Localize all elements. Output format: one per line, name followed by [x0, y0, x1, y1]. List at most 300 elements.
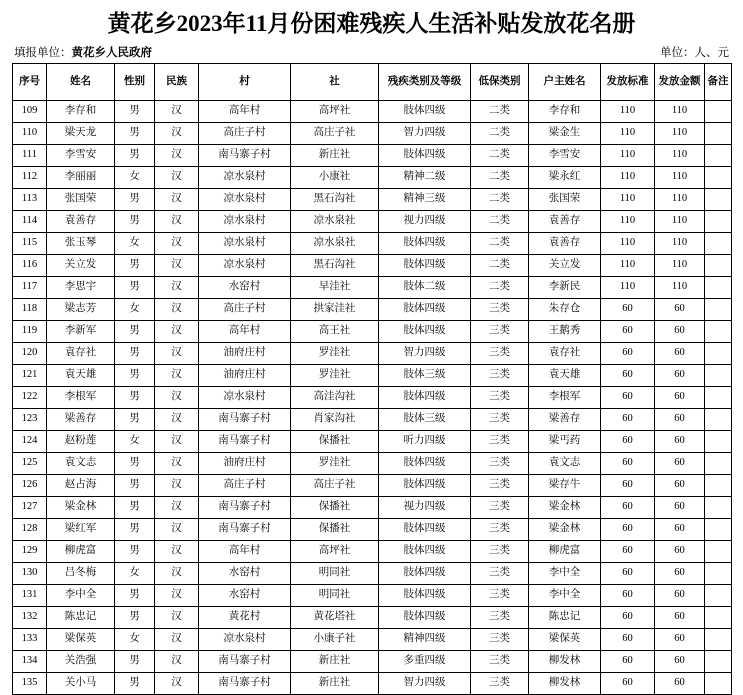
- cell-name: 张国荣: [47, 188, 115, 210]
- cell-disability: 肢体四级: [379, 474, 471, 496]
- cell-seq: 129: [13, 540, 47, 562]
- cell-group: 高庄子社: [291, 474, 379, 496]
- cell-sex: 男: [115, 210, 155, 232]
- cell-village: 南马寨子村: [199, 496, 291, 518]
- cell-lowincome: 二类: [471, 254, 529, 276]
- cell-sex: 男: [115, 452, 155, 474]
- cell-disability: 精神四级: [379, 628, 471, 650]
- cell-name: 李思宇: [47, 276, 115, 298]
- cell-sex: 女: [115, 298, 155, 320]
- cell-name: 梁天龙: [47, 122, 115, 144]
- table-header-row: [13, 63, 732, 100]
- cell-standard: 110: [601, 276, 655, 298]
- cell-standard: 60: [601, 518, 655, 540]
- cell-group: 罗洼社: [291, 342, 379, 364]
- cell-lowincome: 三类: [471, 408, 529, 430]
- cell-name: 袁文志: [47, 452, 115, 474]
- cell-disability: 肢体四级: [379, 606, 471, 628]
- cell-standard: 60: [601, 408, 655, 430]
- cell-seq: 124: [13, 430, 47, 452]
- cell-householder: 李中全: [529, 562, 601, 584]
- cell-name: 袁存社: [47, 342, 115, 364]
- cell-lowincome: 三类: [471, 540, 529, 562]
- cell-name: 梁金林: [47, 496, 115, 518]
- cell-note: [705, 606, 732, 628]
- cell-householder: 李雪安: [529, 144, 601, 166]
- cell-standard: 60: [601, 342, 655, 364]
- reporter-value: 黄花乡人民政府: [71, 46, 152, 59]
- cell-village: 南马寨子村: [199, 672, 291, 694]
- cell-disability: 精神三级: [379, 188, 471, 210]
- cell-group: 新庄社: [291, 672, 379, 694]
- table-row: [13, 672, 732, 694]
- cell-amount: 60: [655, 320, 705, 342]
- cell-sex: 男: [115, 144, 155, 166]
- col-header-amount: 发放金额: [655, 63, 705, 100]
- unit-note: 单位：人、元: [660, 46, 729, 59]
- cell-lowincome: 三类: [471, 364, 529, 386]
- table-row: [13, 562, 732, 584]
- cell-nation: 汉: [155, 628, 199, 650]
- cell-nation: 汉: [155, 386, 199, 408]
- cell-name: 李新军: [47, 320, 115, 342]
- col-header-householder: 户主姓名: [529, 63, 601, 100]
- cell-village: 水窑村: [199, 276, 291, 298]
- cell-group: 明同社: [291, 584, 379, 606]
- cell-note: [705, 650, 732, 672]
- page-title: 黄花乡2023年11月份困难残疾人生活补贴发放花名册: [107, 11, 636, 36]
- table-row: [13, 232, 732, 254]
- cell-disability: 肢体三级: [379, 364, 471, 386]
- cell-lowincome: 二类: [471, 232, 529, 254]
- cell-group: 拱家洼社: [291, 298, 379, 320]
- cell-group: 高坪社: [291, 100, 379, 122]
- cell-group: 罗洼社: [291, 364, 379, 386]
- cell-group: 保播社: [291, 430, 379, 452]
- col-header-sex: 性别: [115, 63, 155, 100]
- table-row: [13, 496, 732, 518]
- cell-nation: 汉: [155, 364, 199, 386]
- cell-village: 南马寨子村: [199, 144, 291, 166]
- cell-disability: 肢体四级: [379, 320, 471, 342]
- cell-group: 凉水泉社: [291, 232, 379, 254]
- cell-disability: 多重四级: [379, 650, 471, 672]
- cell-group: 凉水泉社: [291, 210, 379, 232]
- cell-disability: 肢体三级: [379, 408, 471, 430]
- cell-householder: 李新民: [529, 276, 601, 298]
- cell-nation: 汉: [155, 562, 199, 584]
- cell-amount: 110: [655, 144, 705, 166]
- cell-seq: 122: [13, 386, 47, 408]
- cell-nation: 汉: [155, 672, 199, 694]
- cell-name: 梁志芳: [47, 298, 115, 320]
- col-header-village: 村: [199, 63, 291, 100]
- cell-lowincome: 二类: [471, 100, 529, 122]
- cell-standard: 110: [601, 100, 655, 122]
- cell-disability: 肢体二级: [379, 276, 471, 298]
- cell-lowincome: 三类: [471, 430, 529, 452]
- cell-amount: 60: [655, 408, 705, 430]
- cell-lowincome: 二类: [471, 144, 529, 166]
- table-row: [13, 144, 732, 166]
- table-body: [13, 100, 732, 694]
- col-header-seq: 序号: [13, 63, 47, 100]
- cell-village: 高年村: [199, 320, 291, 342]
- cell-sex: 女: [115, 430, 155, 452]
- cell-disability: 肢体四级: [379, 562, 471, 584]
- cell-nation: 汉: [155, 584, 199, 606]
- cell-householder: 袁天雄: [529, 364, 601, 386]
- cell-amount: 60: [655, 474, 705, 496]
- table-row: [13, 474, 732, 496]
- cell-village: 南马寨子村: [199, 408, 291, 430]
- cell-group: 高洼沟社: [291, 386, 379, 408]
- cell-disability: 听力四级: [379, 430, 471, 452]
- table-row: [13, 210, 732, 232]
- cell-amount: 60: [655, 430, 705, 452]
- cell-village: 油府庄村: [199, 364, 291, 386]
- cell-note: [705, 430, 732, 452]
- cell-group: 黑石沟社: [291, 254, 379, 276]
- cell-nation: 汉: [155, 650, 199, 672]
- cell-lowincome: 三类: [471, 320, 529, 342]
- cell-name: 梁红军: [47, 518, 115, 540]
- cell-name: 袁善存: [47, 210, 115, 232]
- cell-disability: 肢体四级: [379, 232, 471, 254]
- cell-lowincome: 三类: [471, 474, 529, 496]
- cell-group: 小康社: [291, 166, 379, 188]
- col-header-name: 姓名: [47, 63, 115, 100]
- cell-householder: 柳发林: [529, 672, 601, 694]
- table-row: [13, 408, 732, 430]
- cell-seq: 116: [13, 254, 47, 276]
- cell-disability: 视力四级: [379, 496, 471, 518]
- cell-lowincome: 二类: [471, 188, 529, 210]
- cell-name: 关立发: [47, 254, 115, 276]
- cell-village: 水窑村: [199, 562, 291, 584]
- cell-sex: 女: [115, 628, 155, 650]
- cell-group: 早洼社: [291, 276, 379, 298]
- cell-note: [705, 166, 732, 188]
- reporter-unit: [14, 44, 152, 60]
- cell-name: 关小马: [47, 672, 115, 694]
- cell-village: 高庄子村: [199, 122, 291, 144]
- cell-village: 油府庄村: [199, 342, 291, 364]
- cell-householder: 李存和: [529, 100, 601, 122]
- cell-amount: 110: [655, 166, 705, 188]
- cell-seq: 112: [13, 166, 47, 188]
- cell-sex: 男: [115, 496, 155, 518]
- cell-amount: 60: [655, 518, 705, 540]
- cell-seq: 120: [13, 342, 47, 364]
- table-row: [13, 320, 732, 342]
- col-header-group: 社: [291, 63, 379, 100]
- cell-sex: 女: [115, 562, 155, 584]
- cell-householder: 梁丐药: [529, 430, 601, 452]
- cell-nation: 汉: [155, 320, 199, 342]
- cell-sex: 男: [115, 188, 155, 210]
- cell-sex: 男: [115, 606, 155, 628]
- cell-group: 保播社: [291, 496, 379, 518]
- cell-lowincome: 三类: [471, 606, 529, 628]
- cell-nation: 汉: [155, 342, 199, 364]
- cell-name: 柳虎富: [47, 540, 115, 562]
- cell-lowincome: 三类: [471, 628, 529, 650]
- cell-lowincome: 三类: [471, 562, 529, 584]
- roster-table: [12, 63, 732, 695]
- table-row: [13, 188, 732, 210]
- cell-householder: 柳虎富: [529, 540, 601, 562]
- cell-sex: 男: [115, 254, 155, 276]
- cell-amount: 110: [655, 276, 705, 298]
- cell-standard: 110: [601, 254, 655, 276]
- cell-group: 明同社: [291, 562, 379, 584]
- cell-group: 高王社: [291, 320, 379, 342]
- cell-note: [705, 232, 732, 254]
- cell-seq: 126: [13, 474, 47, 496]
- cell-standard: 60: [601, 496, 655, 518]
- cell-name: 李中全: [47, 584, 115, 606]
- cell-sex: 男: [115, 364, 155, 386]
- cell-disability: 肢体四级: [379, 386, 471, 408]
- cell-name: 李丽丽: [47, 166, 115, 188]
- cell-note: [705, 474, 732, 496]
- cell-seq: 110: [13, 122, 47, 144]
- cell-standard: 110: [601, 232, 655, 254]
- cell-standard: 110: [601, 166, 655, 188]
- cell-nation: 汉: [155, 452, 199, 474]
- cell-seq: 135: [13, 672, 47, 694]
- cell-lowincome: 三类: [471, 518, 529, 540]
- cell-seq: 117: [13, 276, 47, 298]
- cell-seq: 115: [13, 232, 47, 254]
- cell-lowincome: 三类: [471, 342, 529, 364]
- cell-seq: 111: [13, 144, 47, 166]
- cell-name: 李雪安: [47, 144, 115, 166]
- cell-village: 南马寨子村: [199, 430, 291, 452]
- cell-nation: 汉: [155, 144, 199, 166]
- cell-amount: 60: [655, 496, 705, 518]
- cell-standard: 60: [601, 320, 655, 342]
- cell-group: 黑石沟社: [291, 188, 379, 210]
- cell-nation: 汉: [155, 188, 199, 210]
- table-row: [13, 254, 732, 276]
- table-row: [13, 122, 732, 144]
- cell-householder: 梁金生: [529, 122, 601, 144]
- cell-name: 关浩强: [47, 650, 115, 672]
- cell-seq: 119: [13, 320, 47, 342]
- cell-seq: 132: [13, 606, 47, 628]
- cell-note: [705, 496, 732, 518]
- cell-amount: 60: [655, 672, 705, 694]
- cell-note: [705, 628, 732, 650]
- cell-lowincome: 三类: [471, 672, 529, 694]
- cell-amount: 60: [655, 562, 705, 584]
- cell-group: 肖家沟社: [291, 408, 379, 430]
- table-row: [13, 276, 732, 298]
- cell-sex: 男: [115, 408, 155, 430]
- cell-group: 小康子社: [291, 628, 379, 650]
- table-row: [13, 606, 732, 628]
- cell-lowincome: 三类: [471, 650, 529, 672]
- cell-group: 新庄社: [291, 650, 379, 672]
- table-row: [13, 452, 732, 474]
- cell-seq: 121: [13, 364, 47, 386]
- cell-nation: 汉: [155, 518, 199, 540]
- cell-group: 高庄子社: [291, 122, 379, 144]
- cell-village: 凉水泉村: [199, 232, 291, 254]
- cell-name: 梁保英: [47, 628, 115, 650]
- cell-note: [705, 298, 732, 320]
- cell-seq: 131: [13, 584, 47, 606]
- cell-disability: 肢体四级: [379, 298, 471, 320]
- cell-village: 凉水泉村: [199, 628, 291, 650]
- cell-village: 南马寨子村: [199, 650, 291, 672]
- cell-householder: 柳发林: [529, 650, 601, 672]
- cell-nation: 汉: [155, 166, 199, 188]
- cell-amount: 60: [655, 650, 705, 672]
- cell-householder: 关立发: [529, 254, 601, 276]
- cell-nation: 汉: [155, 122, 199, 144]
- cell-village: 高庄子村: [199, 298, 291, 320]
- cell-standard: 60: [601, 650, 655, 672]
- cell-sex: 男: [115, 122, 155, 144]
- cell-householder: 王鹅秀: [529, 320, 601, 342]
- cell-nation: 汉: [155, 496, 199, 518]
- cell-village: 凉水泉村: [199, 254, 291, 276]
- cell-name: 赵占海: [47, 474, 115, 496]
- cell-householder: 梁金林: [529, 496, 601, 518]
- cell-note: [705, 584, 732, 606]
- cell-disability: 肢体四级: [379, 254, 471, 276]
- cell-note: [705, 452, 732, 474]
- table-row: [13, 364, 732, 386]
- cell-village: 凉水泉村: [199, 210, 291, 232]
- cell-amount: 110: [655, 210, 705, 232]
- cell-lowincome: 三类: [471, 386, 529, 408]
- cell-disability: 肢体四级: [379, 584, 471, 606]
- cell-nation: 汉: [155, 210, 199, 232]
- cell-lowincome: 三类: [471, 452, 529, 474]
- cell-village: 高庄子村: [199, 474, 291, 496]
- table-row: [13, 540, 732, 562]
- cell-note: [705, 518, 732, 540]
- reporter-label: 填报单位：: [14, 46, 72, 59]
- cell-sex: 男: [115, 540, 155, 562]
- cell-standard: 60: [601, 298, 655, 320]
- cell-group: 罗洼社: [291, 452, 379, 474]
- cell-sex: 男: [115, 584, 155, 606]
- cell-householder: 袁善存: [529, 232, 601, 254]
- table-row: [13, 298, 732, 320]
- subheader-row: [12, 44, 731, 63]
- cell-standard: 60: [601, 584, 655, 606]
- cell-seq: 114: [13, 210, 47, 232]
- cell-name: 李根军: [47, 386, 115, 408]
- cell-sex: 女: [115, 166, 155, 188]
- cell-note: [705, 188, 732, 210]
- col-header-disability: 残疾类别及等级: [379, 63, 471, 100]
- table-row: [13, 584, 732, 606]
- table-row: [13, 100, 732, 122]
- cell-nation: 汉: [155, 100, 199, 122]
- cell-householder: 朱存仓: [529, 298, 601, 320]
- cell-note: [705, 540, 732, 562]
- cell-amount: 110: [655, 254, 705, 276]
- cell-village: 凉水泉村: [199, 386, 291, 408]
- cell-amount: 110: [655, 100, 705, 122]
- cell-disability: 视力四级: [379, 210, 471, 232]
- cell-note: [705, 408, 732, 430]
- col-header-standard: 发放标准: [601, 63, 655, 100]
- cell-sex: 男: [115, 276, 155, 298]
- cell-disability: 肢体四级: [379, 518, 471, 540]
- cell-lowincome: 二类: [471, 122, 529, 144]
- cell-nation: 汉: [155, 540, 199, 562]
- cell-seq: 125: [13, 452, 47, 474]
- cell-note: [705, 276, 732, 298]
- cell-sex: 男: [115, 342, 155, 364]
- table-row: [13, 518, 732, 540]
- cell-sex: 男: [115, 474, 155, 496]
- cell-disability: 精神二级: [379, 166, 471, 188]
- cell-sex: 男: [115, 518, 155, 540]
- cell-householder: 梁存牛: [529, 474, 601, 496]
- cell-amount: 110: [655, 122, 705, 144]
- cell-householder: 袁存社: [529, 342, 601, 364]
- cell-amount: 60: [655, 364, 705, 386]
- cell-seq: 130: [13, 562, 47, 584]
- cell-name: 袁天雄: [47, 364, 115, 386]
- cell-lowincome: 二类: [471, 276, 529, 298]
- cell-sex: 男: [115, 386, 155, 408]
- col-header-note: 备注: [705, 63, 732, 100]
- cell-standard: 60: [601, 606, 655, 628]
- cell-disability: 智力四级: [379, 342, 471, 364]
- cell-note: [705, 562, 732, 584]
- cell-amount: 110: [655, 232, 705, 254]
- cell-amount: 60: [655, 298, 705, 320]
- cell-group: 新庄社: [291, 144, 379, 166]
- cell-disability: 智力四级: [379, 122, 471, 144]
- cell-householder: 梁金林: [529, 518, 601, 540]
- cell-note: [705, 364, 732, 386]
- cell-standard: 60: [601, 386, 655, 408]
- cell-seq: 118: [13, 298, 47, 320]
- cell-nation: 汉: [155, 298, 199, 320]
- cell-disability: 肢体四级: [379, 100, 471, 122]
- cell-sex: 男: [115, 672, 155, 694]
- cell-note: [705, 320, 732, 342]
- cell-lowincome: 三类: [471, 496, 529, 518]
- cell-amount: 60: [655, 628, 705, 650]
- table-row: [13, 342, 732, 364]
- cell-amount: 60: [655, 386, 705, 408]
- cell-sex: 女: [115, 232, 155, 254]
- cell-disability: 肢体四级: [379, 452, 471, 474]
- cell-name: 梁善存: [47, 408, 115, 430]
- cell-disability: 智力四级: [379, 672, 471, 694]
- cell-amount: 60: [655, 540, 705, 562]
- cell-group: 保播社: [291, 518, 379, 540]
- cell-name: 张玉琴: [47, 232, 115, 254]
- cell-village: 油府庄村: [199, 452, 291, 474]
- cell-amount: 60: [655, 584, 705, 606]
- cell-seq: 113: [13, 188, 47, 210]
- cell-group: 高坪社: [291, 540, 379, 562]
- cell-amount: 110: [655, 188, 705, 210]
- cell-name: 赵粉莲: [47, 430, 115, 452]
